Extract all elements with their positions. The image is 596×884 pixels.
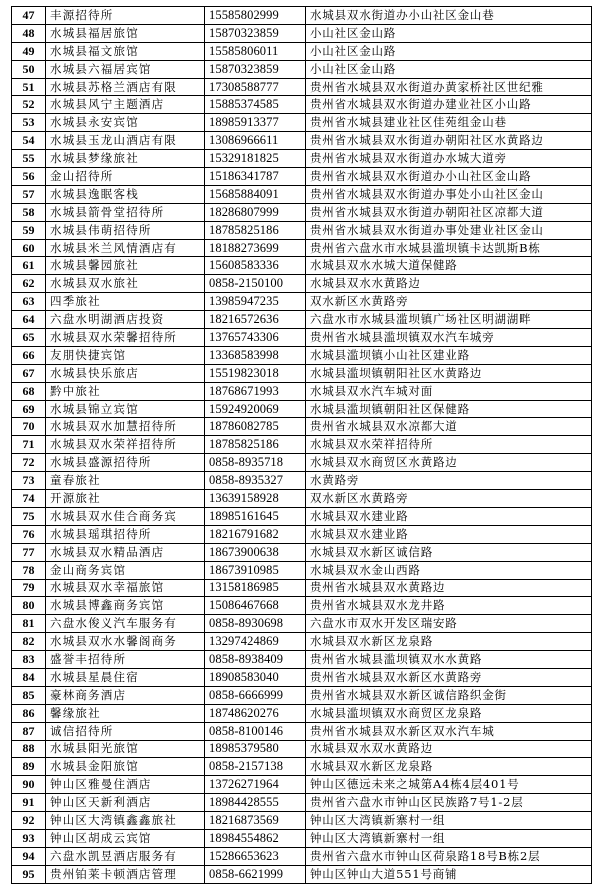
hotel-name: 童春旅社 (46, 472, 205, 490)
hotel-name: 水城县福居旅馆 (46, 24, 205, 42)
address: 钟山区大湾镇新寨村一组 (306, 812, 592, 830)
phone-number: 0858-8938409 (205, 651, 306, 669)
row-number: 84 (12, 668, 46, 686)
phone-number: 18984428555 (205, 794, 306, 812)
table-row (12, 847, 592, 865)
phone-number: 0858-2150100 (205, 275, 306, 293)
table-row (12, 668, 592, 686)
hotel-name: 水城县双水水馨阁商务 (46, 633, 205, 651)
hotel-name: 丰源招待所 (46, 7, 205, 25)
table-row (12, 203, 592, 221)
hotel-name: 水城县阳光旅馆 (46, 740, 205, 758)
row-number: 56 (12, 168, 46, 186)
table-row (12, 42, 592, 60)
phone-number: 18786082785 (205, 418, 306, 436)
hotel-name: 水城县双水旅社 (46, 275, 205, 293)
hotel-name: 水城县星晨住宿 (46, 668, 205, 686)
phone-number: 15924920069 (205, 400, 306, 418)
hotel-name: 黔中旅社 (46, 382, 205, 400)
hotel-name: 四季旅社 (46, 293, 205, 311)
table-row (12, 490, 592, 508)
phone-number: 15329181825 (205, 150, 306, 168)
row-number: 55 (12, 150, 46, 168)
hotel-name: 水城县盛源招待所 (46, 454, 205, 472)
phone-number: 13297424869 (205, 633, 306, 651)
address: 钟山区德远未来之城第A4栋4层401号 (306, 776, 592, 794)
hotel-name: 豪林商务酒店 (46, 686, 205, 704)
address: 贵州省水城县双水街道办水城大道旁 (306, 150, 592, 168)
table-row (12, 454, 592, 472)
address: 贵州省水城县双水新区水黄路旁 (306, 668, 592, 686)
table-row (12, 60, 592, 78)
phone-number: 15286653623 (205, 847, 306, 865)
table-body (12, 7, 592, 884)
table-row (12, 812, 592, 830)
table-row (12, 418, 592, 436)
address: 水城县滥坝镇朝阳社区水黄路边 (306, 364, 592, 382)
row-number: 70 (12, 418, 46, 436)
row-number: 62 (12, 275, 46, 293)
address: 水城县滥坝镇小山社区建业路 (306, 346, 592, 364)
row-number: 71 (12, 436, 46, 454)
phone-number: 13765743306 (205, 329, 306, 347)
address: 水城县双水新区龙泉路 (306, 633, 592, 651)
row-number: 68 (12, 382, 46, 400)
phone-number: 15870323859 (205, 24, 306, 42)
address: 水城县双水汽车城对面 (306, 382, 592, 400)
phone-number: 18785825186 (205, 436, 306, 454)
table-row (12, 543, 592, 561)
hotel-name: 水城县玉龙山酒店有限 (46, 132, 205, 150)
phone-number: 17308588777 (205, 78, 306, 96)
row-number: 86 (12, 704, 46, 722)
hotel-name: 六盘水明湖酒店投资 (46, 311, 205, 329)
address: 水黄路旁 (306, 472, 592, 490)
hotel-name: 友朋快捷宾馆 (46, 346, 205, 364)
address: 水城县滥坝镇双水商贸区龙泉路 (306, 704, 592, 722)
table-row (12, 507, 592, 525)
address: 贵州省水城县双水街道办事处建业社区金山 (306, 221, 592, 239)
hotel-name: 水城县双水加慧招待所 (46, 418, 205, 436)
row-number: 83 (12, 651, 46, 669)
row-number: 52 (12, 96, 46, 114)
hotel-name: 水城县快乐旅店 (46, 364, 205, 382)
row-number: 94 (12, 847, 46, 865)
address: 水城县双水荣祥招待所 (306, 436, 592, 454)
phone-number: 15685884091 (205, 185, 306, 203)
row-number: 57 (12, 185, 46, 203)
hotel-name: 水城县双水幸福旅馆 (46, 579, 205, 597)
row-number: 88 (12, 740, 46, 758)
phone-number: 15885374585 (205, 96, 306, 114)
table-row (12, 525, 592, 543)
row-number: 78 (12, 561, 46, 579)
phone-number: 18673910985 (205, 561, 306, 579)
address: 双水新区水黄路旁 (306, 490, 592, 508)
address: 贵州省水城县双水街道办建业社区小山路 (306, 96, 592, 114)
phone-number: 15870323859 (205, 60, 306, 78)
row-number: 61 (12, 257, 46, 275)
row-number: 81 (12, 615, 46, 633)
phone-number: 15086467668 (205, 597, 306, 615)
table-row (12, 24, 592, 42)
address: 贵州省六盘水市钟山区民族路7号1-2层 (306, 794, 592, 812)
row-number: 91 (12, 794, 46, 812)
phone-number: 18984554862 (205, 829, 306, 847)
table-row (12, 704, 592, 722)
address: 小山社区金山路 (306, 42, 592, 60)
table-row (12, 597, 592, 615)
row-number: 73 (12, 472, 46, 490)
phone-number: 18748620276 (205, 704, 306, 722)
phone-number: 13985947235 (205, 293, 306, 311)
address: 贵州省水城县双水街道办事处小山社区金山 (306, 185, 592, 203)
address: 水城县双水建业路 (306, 507, 592, 525)
phone-number: 0858-8935718 (205, 454, 306, 472)
address: 水城县双水水黄路边 (306, 275, 592, 293)
table-row (12, 633, 592, 651)
phone-number: 0858-6621999 (205, 865, 306, 883)
address: 贵州省水城县滥坝镇双水汽车城旁 (306, 329, 592, 347)
phone-number: 15585806011 (205, 42, 306, 60)
hotel-name: 金山商务宾馆 (46, 561, 205, 579)
phone-number: 13086966611 (205, 132, 306, 150)
table-row (12, 329, 592, 347)
phone-number: 0858-8930698 (205, 615, 306, 633)
address: 贵州省水城县双水黄路边 (306, 579, 592, 597)
row-number: 77 (12, 543, 46, 561)
table-row (12, 436, 592, 454)
row-number: 58 (12, 203, 46, 221)
hotel-name: 金山招待所 (46, 168, 205, 186)
address: 小山社区金山路 (306, 60, 592, 78)
phone-number: 15186341787 (205, 168, 306, 186)
phone-number: 0858-8100146 (205, 722, 306, 740)
table-row (12, 311, 592, 329)
phone-number: 15585802999 (205, 7, 306, 25)
address: 贵州省六盘水市钟山区荷泉路18号B栋2层 (306, 847, 592, 865)
row-number: 67 (12, 364, 46, 382)
address: 贵州省水城县双水新区双水汽车城 (306, 722, 592, 740)
address: 水城县双水金山西路 (306, 561, 592, 579)
hotel-name: 水城县伟萌招待所 (46, 221, 205, 239)
hotel-name: 水城县馨园旅社 (46, 257, 205, 275)
row-number: 65 (12, 329, 46, 347)
table-row (12, 257, 592, 275)
row-number: 69 (12, 400, 46, 418)
phone-number: 18985161645 (205, 507, 306, 525)
phone-number: 13726271964 (205, 776, 306, 794)
hotel-name: 水城县双水荣馨招待所 (46, 329, 205, 347)
hotel-name: 六盘水凯昱酒店服务有 (46, 847, 205, 865)
address: 贵州省水城县双水街道办朝阳社区水黄路边 (306, 132, 592, 150)
table-row (12, 346, 592, 364)
hotel-name: 水城县风宁主题酒店 (46, 96, 205, 114)
hotel-name: 钟山区雅曼住酒店 (46, 776, 205, 794)
hotel-name: 水城县米兰风情酒店有 (46, 239, 205, 257)
hotel-name: 盛誉丰招待所 (46, 651, 205, 669)
row-number: 87 (12, 722, 46, 740)
hotel-name: 水城县梦缘旅社 (46, 150, 205, 168)
phone-number: 15519823018 (205, 364, 306, 382)
address: 贵州省水城县双水凉都大道 (306, 418, 592, 436)
hotel-name: 水城县六福居宾馆 (46, 60, 205, 78)
hotel-name: 水城县博鑫商务宾馆 (46, 597, 205, 615)
table-row (12, 293, 592, 311)
address: 贵州省水城县双水街道办黄家桥社区世纪雅 (306, 78, 592, 96)
table-row (12, 794, 592, 812)
phone-number: 13639158928 (205, 490, 306, 508)
hotel-name: 贵州铂莱卡顿酒店管理 (46, 865, 205, 883)
hotel-name: 水城县双水佳合商务宾 (46, 507, 205, 525)
address: 贵州省水城县双水街道办朝阳社区凉都大道 (306, 203, 592, 221)
table-row (12, 150, 592, 168)
address: 水城县双水新区龙泉路 (306, 758, 592, 776)
phone-number: 0858-8935327 (205, 472, 306, 490)
address: 贵州省六盘水市水城县滥坝镇卡达凯斯B栋 (306, 239, 592, 257)
row-number: 93 (12, 829, 46, 847)
phone-number: 13368583998 (205, 346, 306, 364)
phone-number: 18286807999 (205, 203, 306, 221)
table-row (12, 275, 592, 293)
hotel-name: 水城县福文旅馆 (46, 42, 205, 60)
row-number: 66 (12, 346, 46, 364)
row-number: 60 (12, 239, 46, 257)
row-number: 89 (12, 758, 46, 776)
hotel-name: 钟山区大湾镇鑫鑫旅社 (46, 812, 205, 830)
phone-number: 18908583040 (205, 668, 306, 686)
table-row (12, 400, 592, 418)
address: 六盘水市双水开发区瑞安路 (306, 615, 592, 633)
phone-number: 18785825186 (205, 221, 306, 239)
table-row (12, 651, 592, 669)
phone-number: 18216572636 (205, 311, 306, 329)
phone-number: 0858-6666999 (205, 686, 306, 704)
address: 贵州省水城县双水街道办小山社区金山路 (306, 168, 592, 186)
table-row (12, 382, 592, 400)
hotel-list-table (11, 6, 592, 884)
address: 水城县双水新区诚信路 (306, 543, 592, 561)
table-row (12, 7, 592, 25)
table-row (12, 132, 592, 150)
row-number: 72 (12, 454, 46, 472)
row-number: 85 (12, 686, 46, 704)
phone-number: 18216873569 (205, 812, 306, 830)
row-number: 63 (12, 293, 46, 311)
hotel-name: 钟山区天新利酒店 (46, 794, 205, 812)
hotel-name: 水城县瑶琪招待所 (46, 525, 205, 543)
address: 小山社区金山路 (306, 24, 592, 42)
table-row (12, 579, 592, 597)
address: 水城县双水双水黄路边 (306, 740, 592, 758)
row-number: 95 (12, 865, 46, 883)
hotel-name: 水城县锦立宾馆 (46, 400, 205, 418)
address: 钟山区钟山大道551号商铺 (306, 865, 592, 883)
row-number: 80 (12, 597, 46, 615)
hotel-name: 水城县永安宾馆 (46, 114, 205, 132)
row-number: 90 (12, 776, 46, 794)
hotel-name: 开源旅社 (46, 490, 205, 508)
table-row (12, 96, 592, 114)
row-number: 47 (12, 7, 46, 25)
address: 水城县双水商贸区水黄路边 (306, 454, 592, 472)
address: 水城县滥坝镇朝阳社区保健路 (306, 400, 592, 418)
hotel-name: 水城县箭骨堂招待所 (46, 203, 205, 221)
hotel-name: 水城县双水荣祥招待所 (46, 436, 205, 454)
row-number: 74 (12, 490, 46, 508)
phone-number: 13158186985 (205, 579, 306, 597)
row-number: 79 (12, 579, 46, 597)
table-row (12, 615, 592, 633)
table-row (12, 865, 592, 883)
table-row (12, 364, 592, 382)
address: 六盘水市水城县滥坝镇广场社区明湖湖畔 (306, 311, 592, 329)
table-row (12, 221, 592, 239)
table-row (12, 78, 592, 96)
address: 水城县双水水城大道保健路 (306, 257, 592, 275)
address: 贵州省水城县双水龙井路 (306, 597, 592, 615)
row-number: 50 (12, 60, 46, 78)
row-number: 82 (12, 633, 46, 651)
phone-number: 0858-2157138 (205, 758, 306, 776)
hotel-name: 馨缘旅社 (46, 704, 205, 722)
phone-number: 18768671993 (205, 382, 306, 400)
address: 钟山区大湾镇新寨村一组 (306, 829, 592, 847)
table-row (12, 472, 592, 490)
address: 贵州省水城县双水新区诚信路织金街 (306, 686, 592, 704)
hotel-name: 水城县苏格兰酒店有限 (46, 78, 205, 96)
hotel-name: 钟山区胡成云宾馆 (46, 829, 205, 847)
table-row (12, 722, 592, 740)
address: 双水新区水黄路旁 (306, 293, 592, 311)
row-number: 76 (12, 525, 46, 543)
row-number: 59 (12, 221, 46, 239)
row-number: 92 (12, 812, 46, 830)
row-number: 48 (12, 24, 46, 42)
table-row (12, 185, 592, 203)
table-row (12, 686, 592, 704)
row-number: 75 (12, 507, 46, 525)
phone-number: 15608583336 (205, 257, 306, 275)
table-row (12, 740, 592, 758)
phone-number: 18673900638 (205, 543, 306, 561)
row-number: 49 (12, 42, 46, 60)
table-row (12, 561, 592, 579)
address: 贵州省水城县滥坝镇双水水黄路 (306, 651, 592, 669)
phone-number: 18985379580 (205, 740, 306, 758)
row-number: 53 (12, 114, 46, 132)
address: 贵州省水城县建业社区佳苑组金山巷 (306, 114, 592, 132)
hotel-name: 水城县金阳旅馆 (46, 758, 205, 776)
row-number: 54 (12, 132, 46, 150)
row-number: 51 (12, 78, 46, 96)
phone-number: 18216791682 (205, 525, 306, 543)
table-row (12, 168, 592, 186)
phone-number: 18188273699 (205, 239, 306, 257)
table-row (12, 239, 592, 257)
address: 水城县双水建业路 (306, 525, 592, 543)
table-row (12, 114, 592, 132)
hotel-name: 六盘水俊义汽车服务有 (46, 615, 205, 633)
hotel-name: 水城县逸眠客栈 (46, 185, 205, 203)
phone-number: 18985913377 (205, 114, 306, 132)
hotel-name: 水城县双水精品酒店 (46, 543, 205, 561)
row-number: 64 (12, 311, 46, 329)
table-row (12, 758, 592, 776)
address: 水城县双水街道办小山社区金山巷 (306, 7, 592, 25)
table-row (12, 776, 592, 794)
hotel-name: 诚信招待所 (46, 722, 205, 740)
